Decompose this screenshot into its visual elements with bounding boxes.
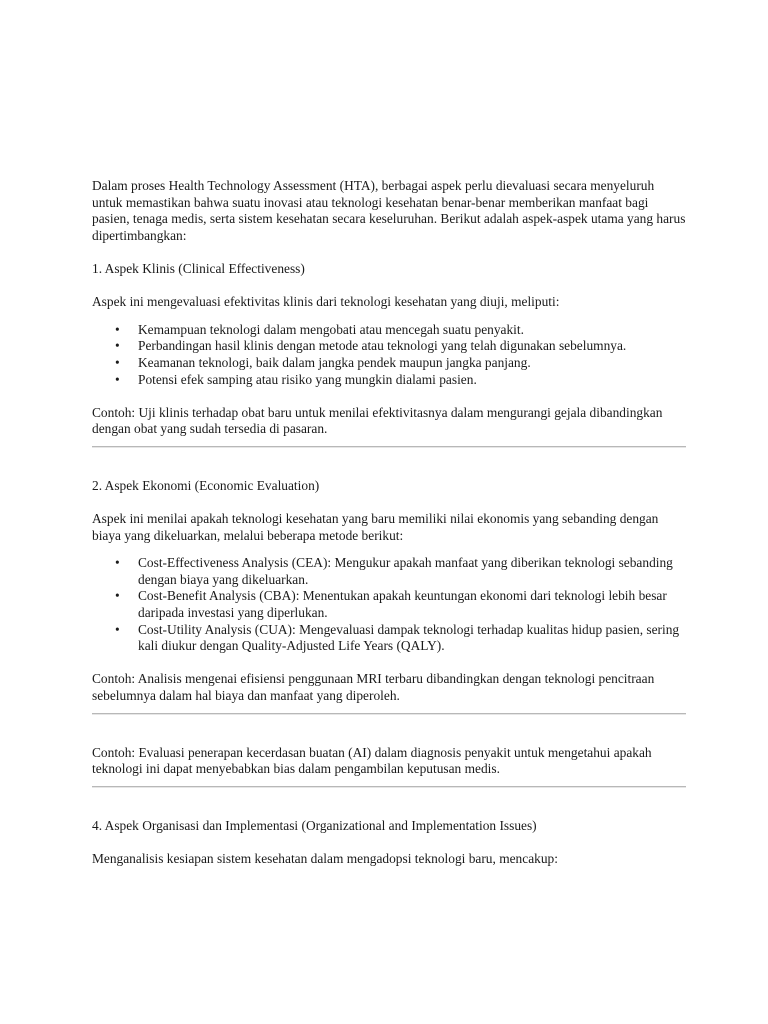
list-item	[115, 371, 686, 389]
list-item	[115, 588, 686, 621]
bullet-icon: •	[115, 621, 120, 637]
bullet-icon: •	[115, 588, 120, 604]
section-2-example: Contoh: Analisis mengenai efisiensi penggunaan MRI terbaru dibandingkan dengan teknologi pencitraan sebelumnya dalam hal biaya dan manfaat yang diperoleh.	[92, 671, 655, 704]
section-1-description: Aspek ini mengevaluasi efektivitas klinis dari teknologi kesehatan yang diuji, meliputi:	[92, 294, 560, 310]
document-body	[92, 178, 686, 879]
section-4-description: Menganalisis kesiapan sistem kesehatan dalam mengadopsi teknologi baru, mencakup:	[92, 851, 558, 866]
bullet-icon: •	[115, 321, 120, 337]
list-item	[115, 354, 686, 372]
bullet-icon: •	[115, 338, 120, 354]
list-item	[115, 338, 686, 355]
list-item	[115, 621, 686, 655]
section-1-bullet-list	[92, 322, 686, 388]
section-2-bullet-list	[92, 555, 686, 655]
section-2-heading: 2. Aspek Ekonomi (Economic Evaluation)	[92, 477, 320, 493]
list-item	[115, 555, 686, 588]
list-item	[115, 321, 686, 339]
list-item-text: Perbandingan hasil klinis dengan metode atau teknologi yang telah digunakan sebelumnya.	[138, 338, 627, 354]
list-item-text: Cost-Effectiveness Analysis (CEA): Mengukur apakah manfaat yang diberikan teknologi sebanding dengan biaya yang dikeluarkan.	[138, 555, 673, 587]
bullet-icon: •	[115, 371, 120, 387]
section-2-description: Aspek ini menilai apakah teknologi kesehatan yang baru memiliki nilai ekonomis yang sebanding dengan biaya yang dikeluarkan, melalui beberapa metode berikut:	[92, 511, 659, 543]
list-item-text: Kemampuan teknologi dalam mengobati atau mencegah suatu penyakit.	[138, 321, 524, 337]
section-divider	[92, 713, 686, 715]
section-divider	[92, 446, 686, 448]
section-3-example: Contoh: Evaluasi penerapan kecerdasan buatan (AI) dalam diagnosis penyakit untuk mengetahui apakah teknologi ini dapat menyebabkan bias dalam pengambilan keputusan medis.	[92, 744, 652, 777]
section-1-heading: 1. Aspek Klinis (Clinical Effectiveness)	[92, 260, 305, 276]
list-item-text: Cost-Benefit Analysis (CBA): Menentukan apakah keuntungan ekonomi dari teknologi lebih besar daripada investasi yang diperlukan.	[138, 588, 667, 621]
bullet-icon: •	[115, 354, 120, 370]
section-4-heading: 4. Aspek Organisasi dan Implementasi (Organizational and Implementation Issues)	[92, 817, 537, 833]
section-1-example: Contoh: Uji klinis terhadap obat baru untuk menilai efektivitasnya dalam mengurangi gejala dibandingkan dengan obat yang sudah tersedia di pasaran.	[92, 404, 663, 437]
bullet-icon: •	[115, 555, 120, 571]
section-divider	[92, 786, 686, 788]
list-item-text: Potensi efek samping atau risiko yang mungkin dialami pasien.	[138, 371, 477, 387]
list-item-text: Keamanan teknologi, baik dalam jangka pendek maupun jangka panjang.	[138, 354, 531, 370]
intro-paragraph: Dalam proses Health Technology Assessment (HTA), berbagai aspek perlu dievaluasi secara menyeluruh untuk memastikan bahwa suatu inovasi atau teknologi kesehatan benar-benar memberikan manfaat bagi pasien, tenaga medis, serta sistem kesehatan secara keseluruhan. Berikut adalah aspek-aspek utama yang harus dipertimbangkan:	[92, 178, 686, 243]
list-item-text: Cost-Utility Analysis (CUA): Mengevaluasi dampak teknologi terhadap kualitas hidup pasien, sering kali diukur dengan Quality-Adjusted Life Years (QALY).	[138, 621, 680, 654]
